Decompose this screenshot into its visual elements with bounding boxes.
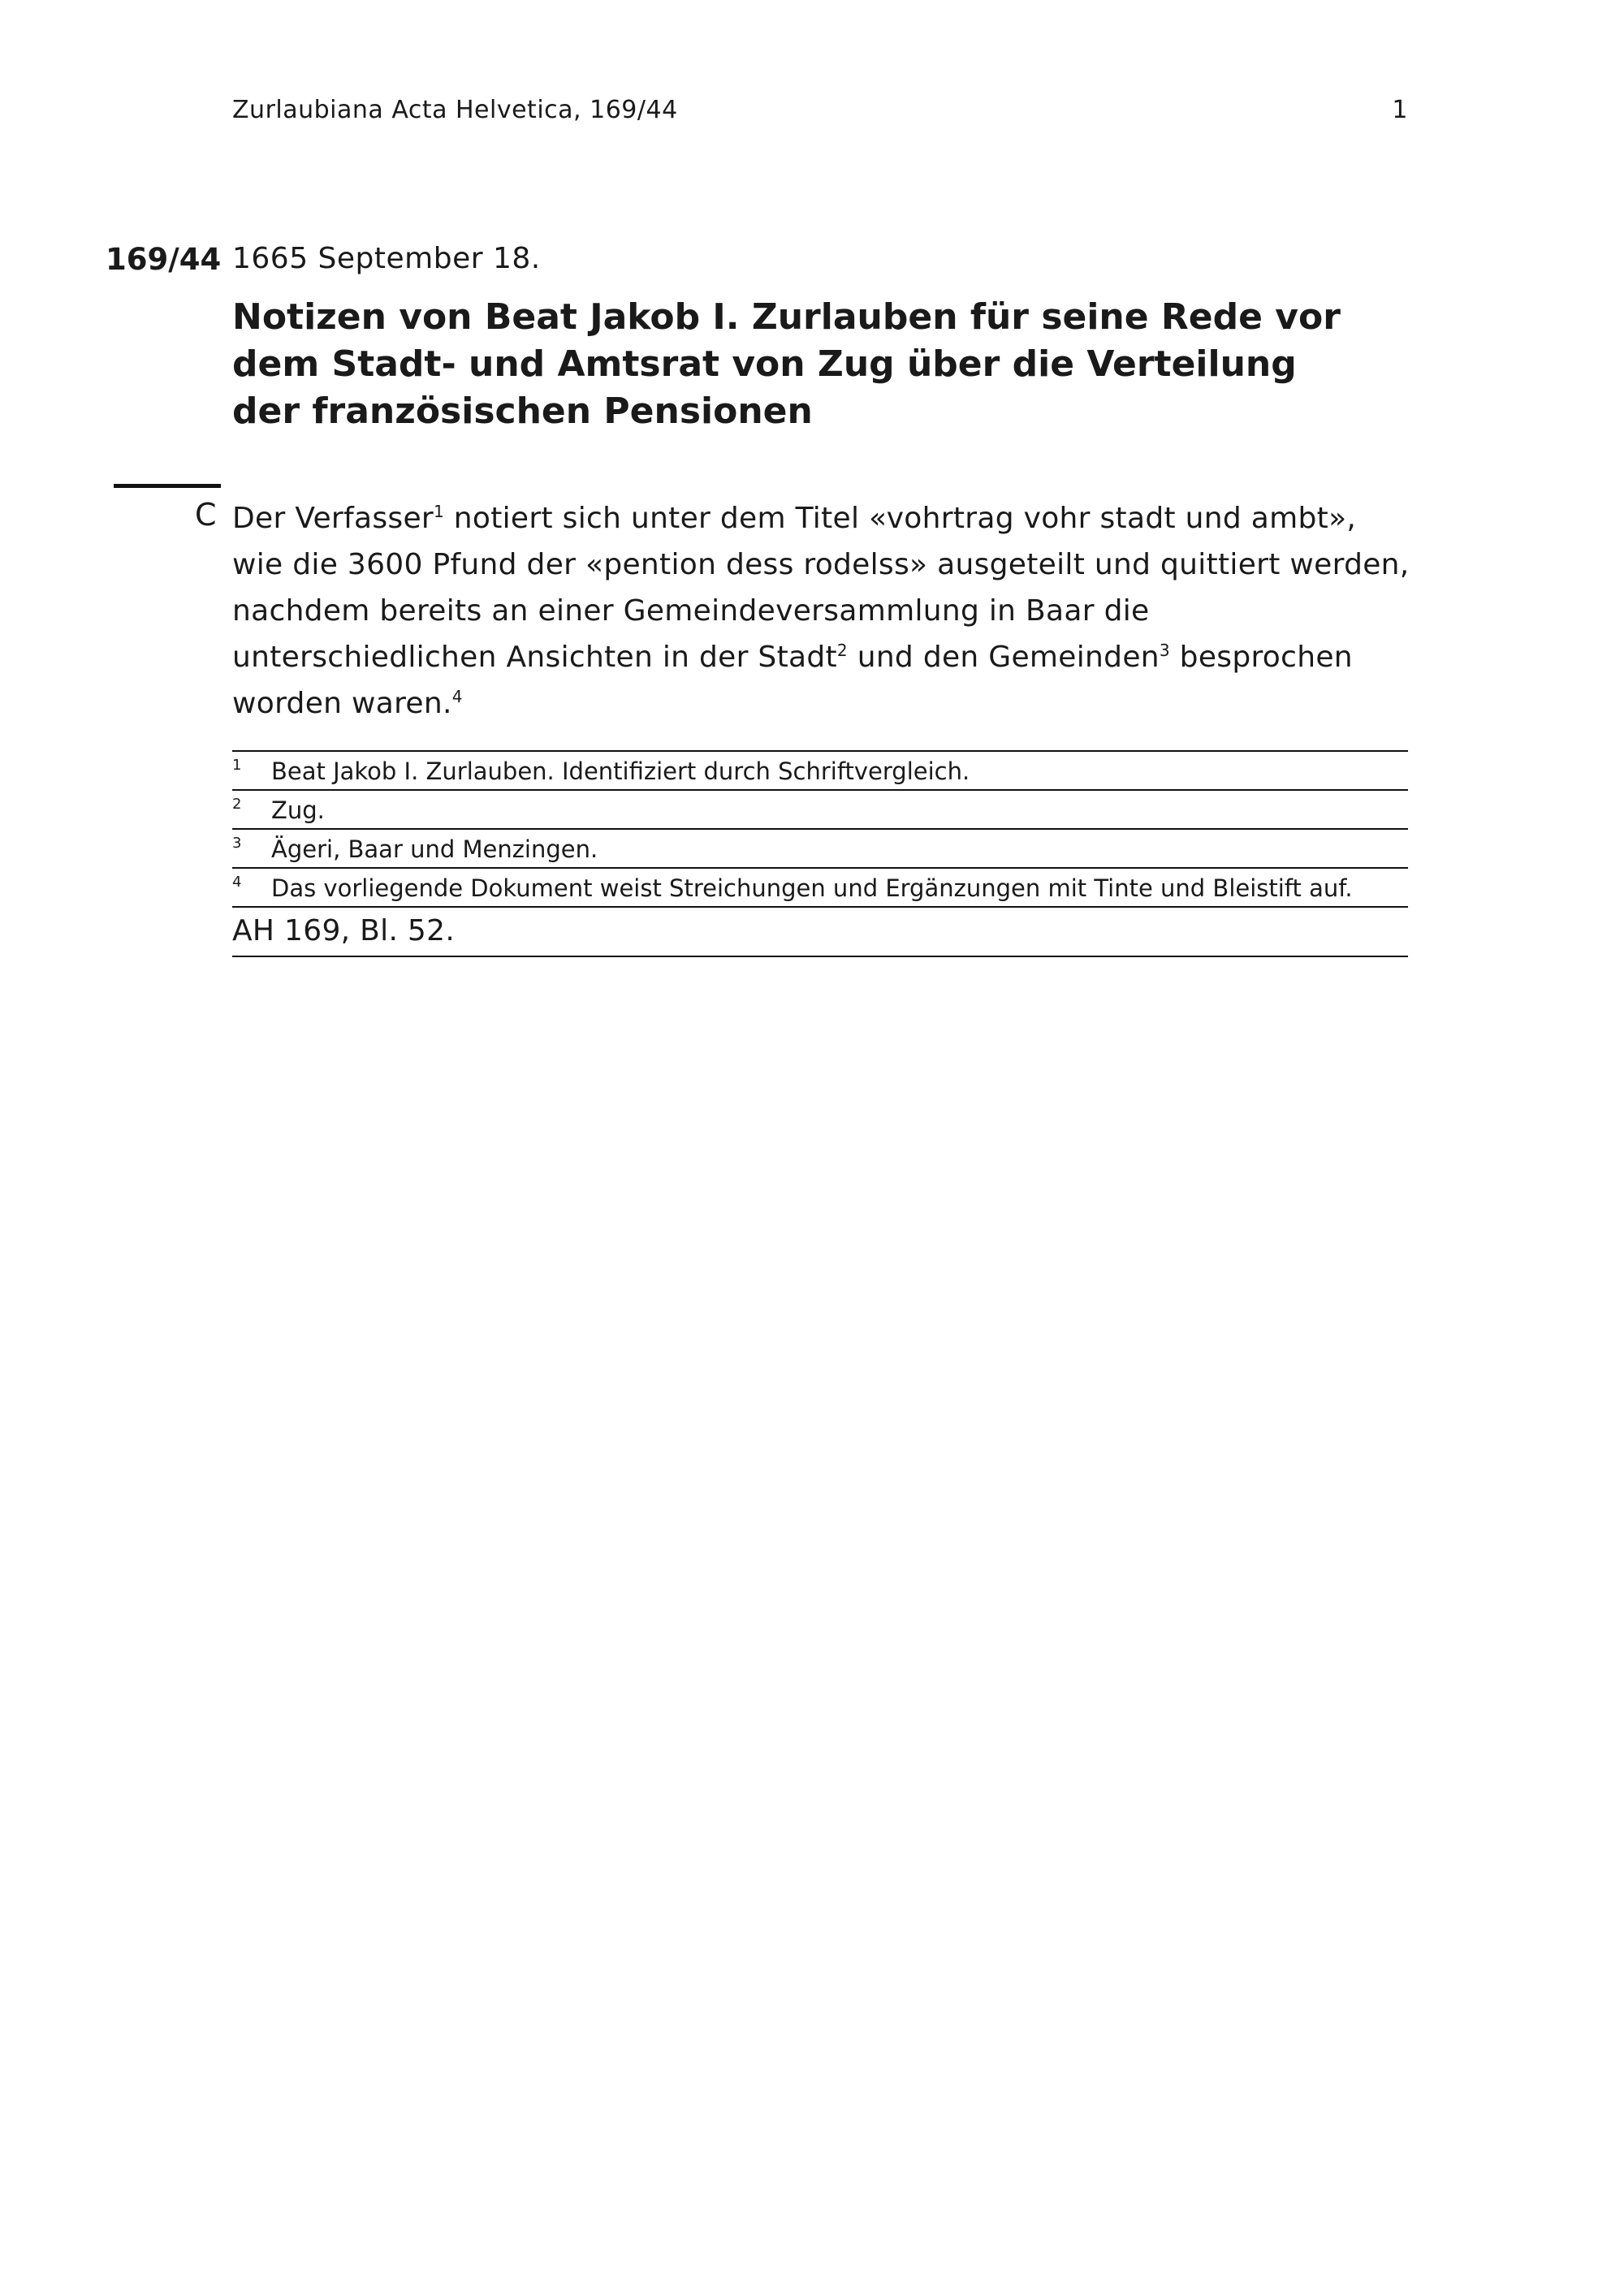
document-date: 1665 September 18. [232, 242, 541, 275]
document-number: 169/44 [106, 242, 222, 277]
footnote-item [232, 752, 1408, 791]
footnote-mark: 4 [232, 874, 242, 891]
summary-text-segment: notiert sich unter dem Titel «vohrtrag vohr stadt und ambt», wie die 3600 Pfund der «pention dess rodelss» ausgeteilt und quittiert werden, nachdem bereits an einer Gemeindeversammlung in Baar die unterschiedlichen Ansichten in der Stadt [232, 502, 1410, 674]
footnote-reference[interactable]: 4 [451, 687, 463, 706]
footnote-reference[interactable]: 3 [1159, 641, 1170, 660]
summary-text-segment: Der Verfasser [232, 502, 434, 535]
footnote-item [232, 791, 1408, 830]
summary-text-segment: besprochen worden waren. [232, 641, 1353, 720]
footnote-mark: 1 [232, 757, 242, 774]
footnote-reference[interactable]: 2 [836, 641, 848, 660]
footnote-text: Zug. [271, 796, 325, 824]
section-letter: C [195, 497, 217, 533]
page-number: 1 [1392, 96, 1408, 124]
summary-text-segment: und den Gemeinden [847, 641, 1160, 674]
margin-rule [114, 484, 221, 488]
running-header-title: Zurlaubiana Acta Helvetica, 169/44 [232, 96, 678, 124]
footnote-text: Ägeri, Baar und Menzingen. [271, 835, 598, 863]
footnote-list [232, 750, 1408, 957]
summary-paragraph [232, 495, 1410, 727]
footnote-item [232, 830, 1408, 869]
document-title: Notizen von Beat Jakob I. Zurlauben für seine Rede vor dem Stadt- und Amtsrat von Zug über die Verteilung der französischen Pensionen [232, 296, 1341, 432]
footnote-reference[interactable]: 1 [434, 502, 445, 521]
footnote-text: Das vorliegende Dokument weist Streichungen und Ergänzungen mit Tinte und Bleistift auf. [271, 874, 1353, 902]
footnote-mark: 2 [232, 796, 242, 813]
footnote-text: Beat Jakob I. Zurlauben. Identifiziert durch Schriftvergleich. [271, 757, 970, 785]
footnote-item [232, 869, 1408, 908]
running-header [232, 96, 1408, 124]
footnote-mark: 3 [232, 835, 242, 852]
source-reference: AH 169, Bl. 52. [232, 908, 1408, 957]
